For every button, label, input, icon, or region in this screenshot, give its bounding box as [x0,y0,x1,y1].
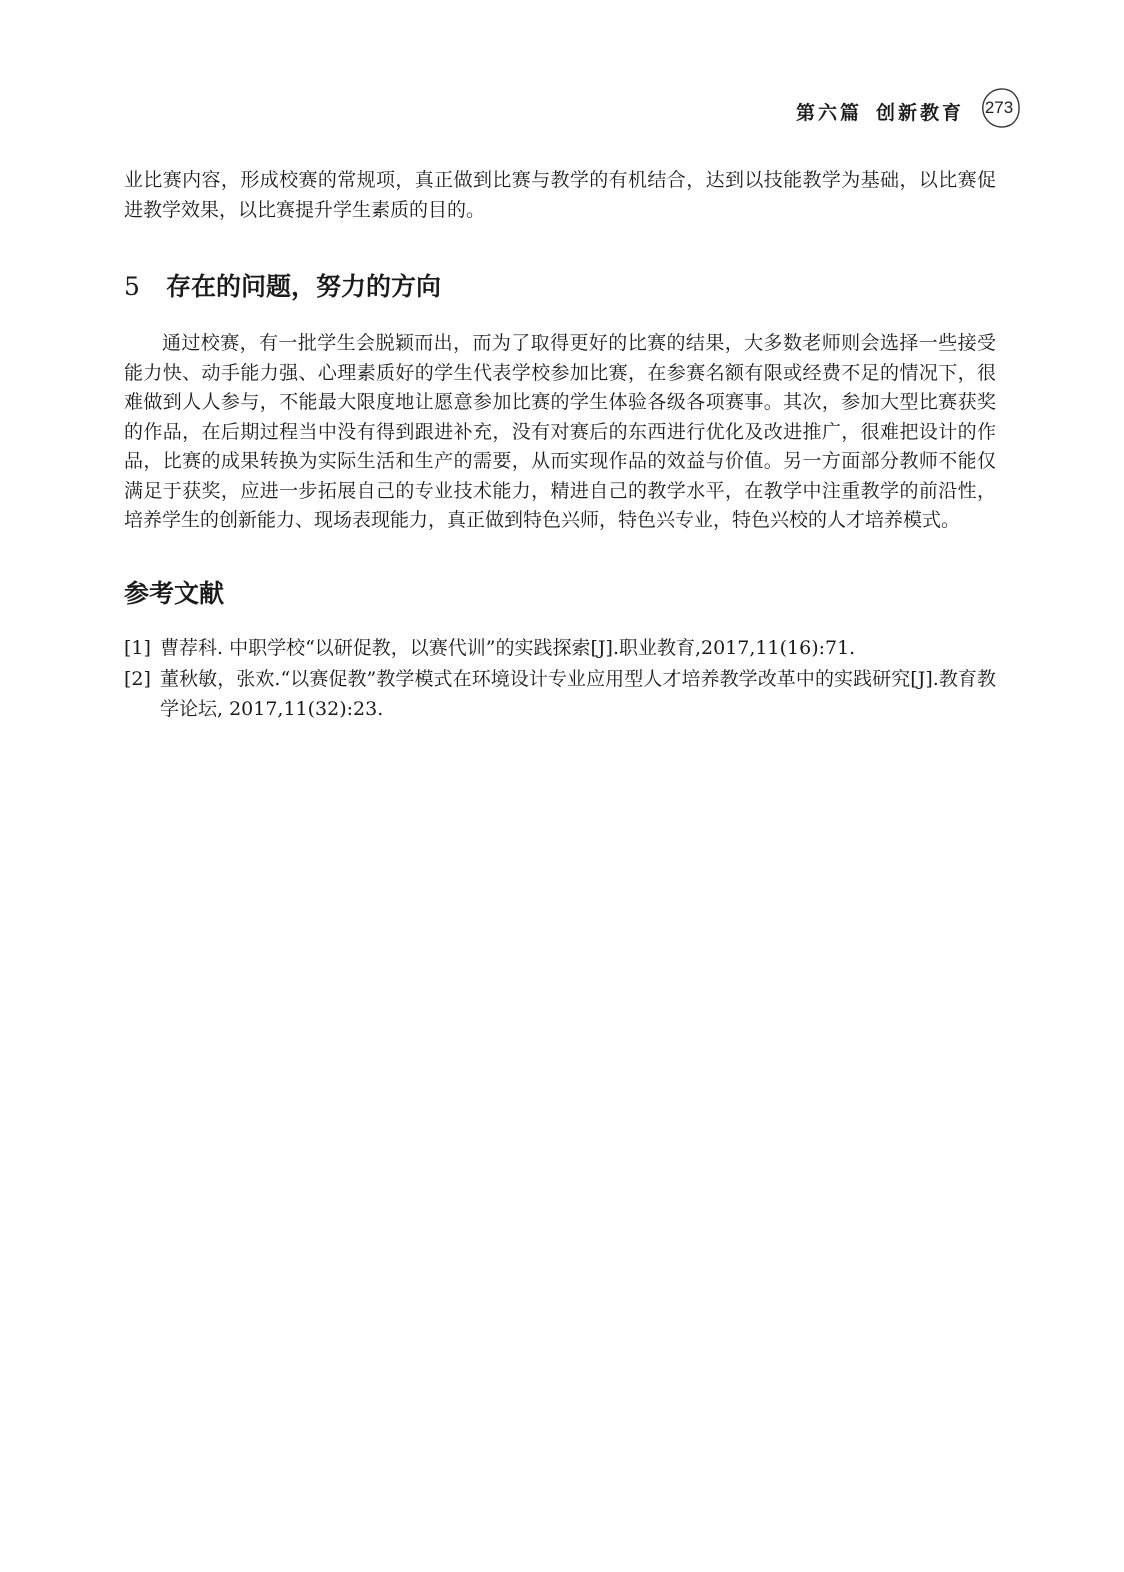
reference-text: 曹荐科. 中职学校“以研促教，以赛代训”的实践探索[J].职业教育,2017,11(16):71. [160,636,856,659]
reference-item [124,665,996,724]
header-chapter: 创新教育 [875,102,964,124]
running-header [796,98,964,125]
page-number: 273 [984,98,1014,117]
continuation-paragraph: 业比赛内容，形成校赛的常规项，真正做到比赛与教学的有机结合，达到以技能教学为基础，以比赛促进教学效果，以比赛提升学生素质的目的。 [124,169,996,221]
page-number-badge [978,86,1024,132]
references-heading: 参考文献 [124,578,225,608]
section-number: 5 [124,272,140,301]
reference-number: [2] [124,668,151,690]
section-paragraph: 通过校赛，有一批学生会脱颖而出，而为了取得更好的比赛的结果，大多数老师则会选择一些接受能力快、动手能力强、心理素质好的学生代表学校参加比赛，在参赛名额有限或经费不足的情况下，很难做到人人参与，不能最大限度地让愿意参加比赛的学生体验各级各项赛事。其次，参加大型比赛获奖的作品，在后期过程当中没有得到跟进补充，没有对赛后的东西进行优化及改进推广，很难把设计的作品，比赛的成果转换为实际生活和生产的需要，从而实现作品的效益与价值。另一方面部分教师不能仅满足于获奖，应进一步拓展自己的专业技术能力，精进自己的教学水平，在教学中注重教学的前沿性，培养学生的创新能力、现场表现能力，真正做到特色兴师，特色兴专业，特色兴校的人才培养模式。 [124,332,996,531]
page-header [0,82,1124,132]
section-title: 存在的问题，努力的方向 [166,272,442,301]
header-part: 第六篇 [795,102,862,124]
reference-item [124,634,996,664]
reference-number: [1] [124,636,151,659]
section-heading [124,267,996,303]
reference-text: 董秋敏，张欢.“以赛促教”教学模式在环境设计专业应用型人才培养教学改革中的实践研究[J].教育教学论坛, 2017,11(32):23. [160,668,996,720]
page-content [124,166,996,726]
